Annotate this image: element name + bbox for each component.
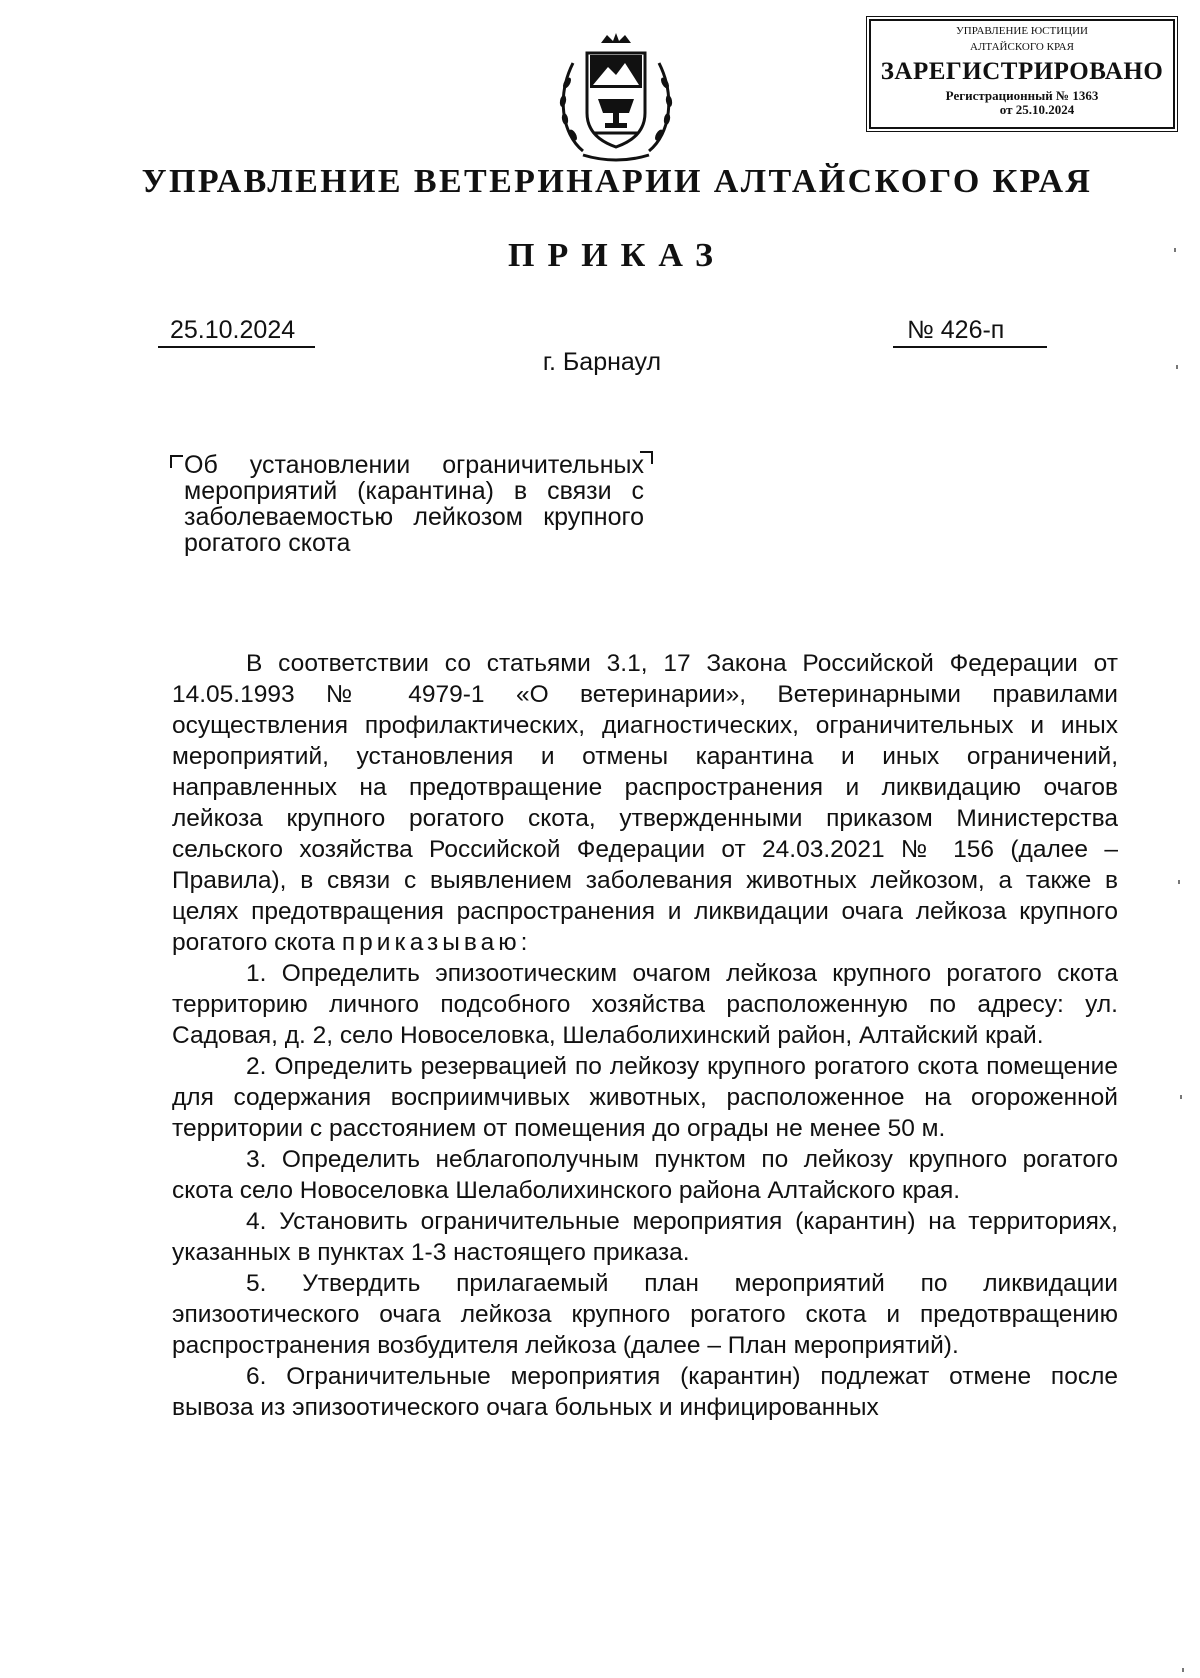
document-subject: Об установлении ограничительных мероприятий (карантина) в связи с заболеваемостью лейкозом крупного рогатого скота xyxy=(184,451,644,557)
order-item-2: 2. Определить резервацией по лейкозу крупного рогатого скота помещение для содержания восприимчивых животных, расположенное на огороженной территории с расстоянием от помещения до ограды не менее 50 м. xyxy=(172,1053,1118,1142)
registration-stamp xyxy=(869,19,1175,129)
order-item-1: 1. Определить эпизоотическим очагом лейкоза крупного рогатого скота территорию личного подсобного хозяйства расположенную по адресу: ул. Садовая, д. 2, село Новоселовка, Шелаболихинский район, Алтайский край. xyxy=(172,960,1118,1049)
document-body xyxy=(172,648,1118,1423)
document-number: № 426-п xyxy=(893,314,1047,348)
scan-artifact xyxy=(1180,1095,1182,1099)
stamp-reg-number: Регистрационный № 1363 xyxy=(945,88,1099,103)
order-item-5: 5. Утвердить прилагаемый план мероприятий по ликвидации эпизоотического очага лейкоза крупного рогатого скота и предотвращению распространения возбудителя лейкоза (далее – План мероприятий). xyxy=(172,1270,1118,1359)
subject-corner-left xyxy=(170,455,183,468)
stamp-reg-date: от 25.10.2024 xyxy=(999,102,1075,117)
stamp-status: ЗАРЕГИСТРИРОВАНО xyxy=(880,58,1164,85)
scan-artifact xyxy=(1176,365,1178,369)
department-title: УПРАВЛЕНИЕ ВЕТЕРИНАРИИ АЛТАЙСКОГО КРАЯ xyxy=(141,163,1093,200)
document-type: ПРИКАЗ xyxy=(508,237,726,274)
order-item-6: 6. Ограничительные мероприятия (карантин) подлежат отмене после вывоза из эпизоотического очага больных и инфицированных xyxy=(172,1363,1118,1421)
coat-of-arms-icon xyxy=(553,33,679,163)
scan-artifact xyxy=(1182,1668,1184,1672)
stamp-org-line2: АЛТАЙСКОГО КРАЯ xyxy=(970,41,1074,53)
stamp-org-line1: УПРАВЛЕНИЕ ЮСТИЦИИ xyxy=(956,25,1088,37)
scan-artifact xyxy=(1174,248,1176,252)
document-date: 25.10.2024 xyxy=(158,314,315,348)
scan-artifact xyxy=(1178,880,1180,884)
preamble-text: В соответствии со статьями 3.1, 17 Закона Российской Федерации от 14.05.1993 № 4979-1 «О ветеринарии», Ветеринарными правилами осуществления профилактических, диагностических, ограничительных и иных мероприятий, установления и отмены карантина и иных ограничений, направленных на предотвращение распространения и ликвидацию очагов лейкоза крупного рогатого скота, утвержденными приказом Министерства сельского хозяйства Российской Федерации от 24.03.2021 № 156 (далее – Правила), в связи с выявлением заболевания животных лейкозом, а также в целях предотвращения распространения и ликвидации очага лейкоза крупного рогатого скота xyxy=(172,650,1118,956)
document-city: г. Барнаул xyxy=(542,348,662,376)
order-item-4: 4. Установить ограничительные мероприятия (карантин) на территориях, указанных в пунктах 1-3 настоящего приказа. xyxy=(172,1208,1118,1266)
order-item-3: 3. Определить неблагополучным пунктом по лейкозу крупного рогатого скота село Новоселовка Шелаболихинского района Алтайского края. xyxy=(172,1146,1118,1204)
preamble-paragraph xyxy=(172,648,1118,958)
order-word: приказываю: xyxy=(341,929,532,956)
